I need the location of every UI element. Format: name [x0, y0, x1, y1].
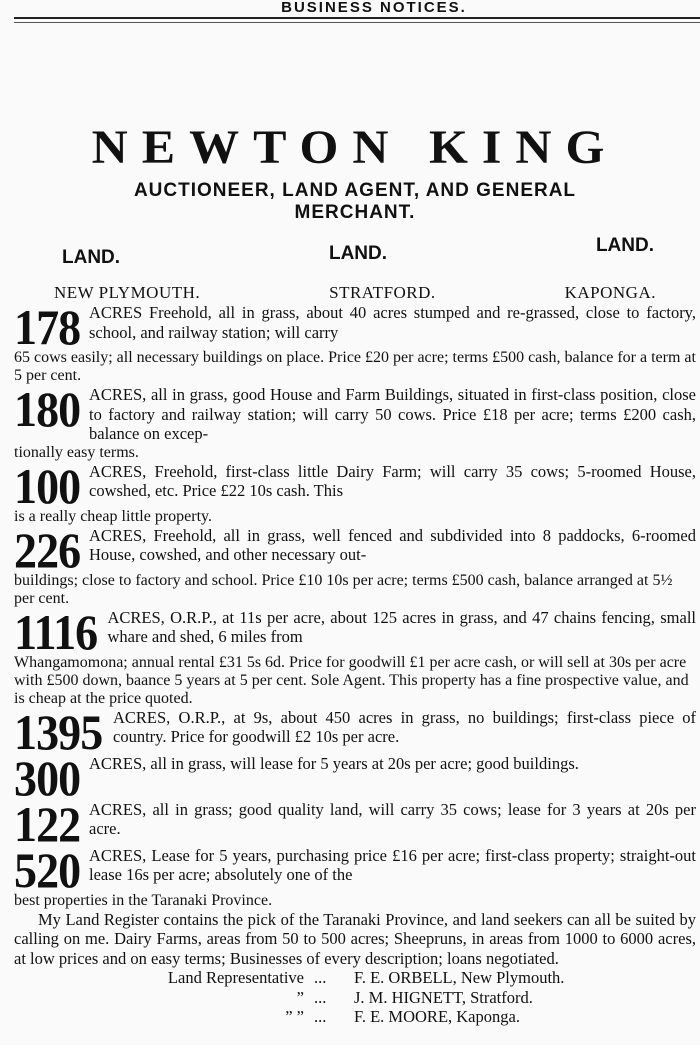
ad-title: NEWTON KING: [91, 120, 619, 174]
column-heads: [14, 235, 696, 269]
listing-text: ACRES, all in grass, good House and Farm Buildings, situated in first-class position, close to factory and railway station; will carry 50 cows. Price £18 per acre; terms £200 cash, balance on excep-: [89, 385, 696, 443]
listing-300: [14, 749, 696, 806]
closing-paragraph: My Land Register contains the pick of the Taranaki Province, and land seekers can all be suited by calling on me. Dairy Farms, areas from 50 to 500 acres; Sheepruns, in areas from 1000 to 6000 acres, at low prices and on easy terms; Businesses of every description; loans negotiated.: [14, 909, 696, 968]
listing-continuation: best properties in the Taranaki Province.: [14, 891, 273, 909]
listing-100: [14, 457, 696, 526]
listing-180: [14, 381, 696, 462]
rep-name: F. E. ORBELL, New Plymouth.: [354, 968, 565, 987]
listing-continuation: is a really cheap little property.: [14, 507, 212, 525]
listing-number: 100: [14, 457, 81, 514]
header-rule: [14, 17, 700, 19]
listing-text: ACRES, Freehold, first-class little Dairy Farm; will carry 35 cows; 5-roomed House, cowshed, etc. Price £22 10s cash. This: [89, 461, 696, 500]
section-header: BUSINESS NOTICES.: [281, 0, 467, 16]
rep-name: J. M. HIGNETT, Stratford.: [354, 987, 533, 1007]
rep-name: F. E. MOORE, Kaponga.: [354, 1007, 520, 1026]
header-rule-secondary: [14, 22, 700, 23]
listing-number: 520: [14, 841, 81, 898]
listing-178: [14, 299, 696, 385]
listing-text: ACRES, Freehold, all in grass, well fenced and subdivided into 8 paddocks, 6-roomed House, cowshed, and other necessary out-: [89, 525, 696, 564]
town-kaponga: KAPONGA.: [564, 283, 656, 302]
ad-subtitle-line2: MERCHANT.: [294, 202, 416, 223]
listing-continuation: buildings; close to factory and school. Price £10 10s per acre; terms £500 cash, balance arranged at 5½ per cent.: [14, 571, 673, 607]
listing-continuation: 65 cows easily; all necessary buildings on place. Price £20 per acre; terms £500 cash, balance for a term at 5 per cent.: [14, 349, 696, 384]
representative-row: [14, 1007, 696, 1027]
column-head-2: LAND.: [328, 243, 388, 264]
listing-122: [14, 795, 696, 852]
ad-subtitle-line1: AUCTIONEER, LAND AGENT, AND GENERAL: [133, 180, 577, 201]
column-head-1: LAND.: [62, 247, 121, 268]
listing-text: ACRES, Lease for 5 years, purchasing price £16 per acre; first-class property; straight-out lease 16s per acre; absolutely one of the: [89, 845, 696, 884]
town-names: [14, 283, 696, 303]
listing-number: 180: [14, 381, 81, 437]
listing-text: ACRES, all in grass, will lease for 5 years at 20s per acre; good buildings.: [89, 753, 579, 773]
town-new-plymouth: NEW PLYMOUTH.: [54, 283, 201, 302]
column-head-3: LAND.: [595, 235, 654, 256]
representatives: [14, 968, 696, 1027]
listing-1395: [14, 703, 696, 760]
town-stratford: STRATFORD.: [329, 283, 436, 302]
rep-label: Land Representative: [167, 968, 304, 987]
listings: [14, 299, 696, 910]
listing-226: [14, 521, 696, 608]
listing-number: 1395: [14, 703, 103, 760]
listing-continuation: tionally easy terms.: [14, 443, 139, 461]
listing-text: ACRES Freehold, all in grass, about 40 acres stumped and re-grassed, close to factory, school, and railway station; will carry: [89, 303, 696, 342]
listing-number: 226: [14, 521, 81, 578]
listing-520: [14, 841, 696, 910]
listing-text: ACRES, O.R.P., at 9s, about 450 acres in grass, no buildings; first-class piece of country. Price for goodwill £2 10s per acre.: [113, 707, 696, 746]
listing-number: 300: [14, 749, 81, 806]
listing-number: 178: [14, 299, 81, 355]
rep-dots: ...: [314, 1007, 327, 1026]
listing-number: 122: [14, 795, 81, 852]
rep-label: ”: [296, 987, 304, 1007]
representative-row: [14, 968, 696, 988]
listing-text: ACRES, O.R.P., at 11s per acre, about 125 acres in grass, and 47 chains fencing, small whare and shed, 6 miles from: [107, 607, 696, 646]
representative-row: [14, 988, 696, 1008]
rep-dots: ...: [314, 987, 327, 1007]
listing-text: ACRES, all in grass; good quality land, will carry 35 cows; lease for 3 years at 20s per acre.: [89, 799, 696, 838]
rep-dots: ...: [314, 968, 327, 987]
listing-continuation: Whangamomona; annual rental £31 5s 6d. Price for goodwill £1 per acre cash, or will sell at 30s per acre with £500 down, baance 5 years at 5 per cent. Sole Agent. This property has a fine prospective value, and is cheap at the price quoted.: [14, 653, 689, 707]
listing-1116: [14, 603, 696, 708]
listing-number: 1116: [14, 603, 98, 660]
rep-label: ” ”: [285, 1007, 304, 1026]
